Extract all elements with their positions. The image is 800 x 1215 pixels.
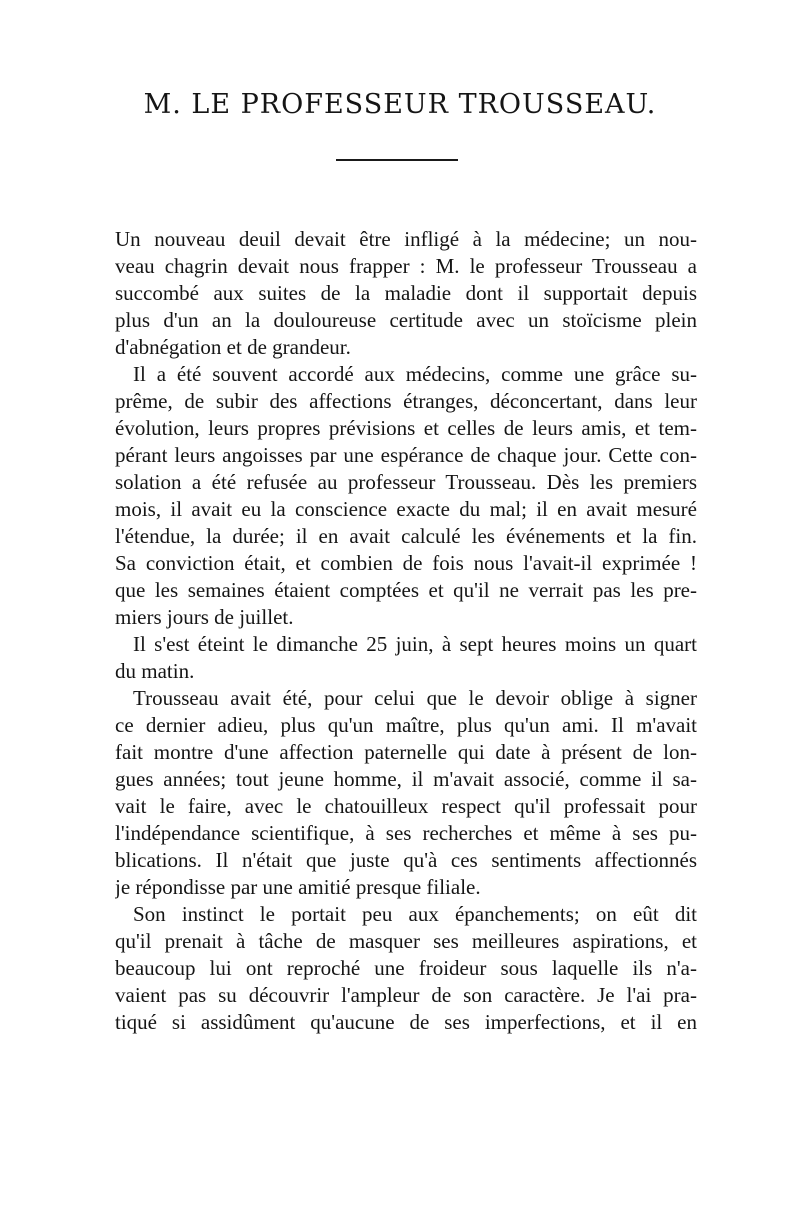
text-line: blications. Il n'était que juste qu'à ces sentiments affectionnés — [115, 848, 697, 872]
text-line: gues années; tout jeune homme, il m'avait associé, comme il sa- — [115, 767, 697, 791]
text-line: d'abnégation et de grandeur. — [115, 335, 351, 359]
text-line: Trousseau avait été, pour celui que le devoir oblige à signer — [133, 686, 697, 710]
text-line: ce dernier adieu, plus qu'un maître, plus qu'un ami. Il m'avait — [115, 713, 697, 737]
text-line: évolution, leurs propres prévisions et celles de leurs amis, et tem- — [115, 416, 697, 440]
page-title: M. LE PROFESSEUR TROUSSEAU. — [143, 89, 657, 120]
text-line: plus d'un an la douloureuse certitude avec un stoïcisme plein — [115, 308, 697, 332]
text-line: Sa conviction était, et combien de fois nous l'avait-il exprimée ! — [115, 551, 697, 575]
text-line: Il a été souvent accordé aux médecins, comme une grâce su- — [133, 362, 697, 386]
text-line: mois, il avait eu la conscience exacte du mal; il en avait mesuré — [115, 497, 697, 521]
text-line: Un nouveau deuil devait être infligé à la médecine; un nou- — [115, 227, 697, 251]
text-line: Il s'est éteint le dimanche 25 juin, à sept heures moins un quart — [133, 632, 697, 656]
text-line: beaucoup lui ont reproché une froideur sous laquelle ils n'a- — [115, 956, 697, 980]
text-line: vait le faire, avec le chatouilleux respect qu'il professait pour — [115, 794, 697, 818]
text-line: Son instinct le portait peu aux épanchements; on eût dit — [133, 902, 697, 926]
text-line: pérant leurs angoisses par une espérance de chaque jour. Cette con- — [115, 443, 697, 467]
text-line: fait montre d'une affection paternelle qui date à présent de lon- — [115, 740, 697, 764]
text-line: vaient pas su découvrir l'ampleur de son caractère. Je l'ai pra- — [115, 983, 697, 1007]
text-line: qu'il prenait à tâche de masquer ses meilleures aspirations, et — [115, 929, 697, 953]
text-line: l'étendue, la durée; il en avait calculé les événements et la fin. — [115, 524, 697, 548]
text-line: succombé aux suites de la maladie dont il supportait depuis — [115, 281, 697, 305]
title-separator-rule — [336, 159, 458, 161]
text-line: je répondisse par une amitié presque filiale. — [115, 875, 481, 899]
text-line: prême, de subir des affections étranges, déconcertant, dans leur — [115, 389, 697, 413]
text-line: miers jours de juillet. — [115, 605, 294, 629]
text-line: tiqué si assidûment qu'aucune de ses imperfections, et il en — [115, 1010, 697, 1034]
text-line: que les semaines étaient comptées et qu'il ne verrait pas les pre- — [115, 578, 697, 602]
text-line: du matin. — [115, 659, 195, 683]
text-line: veau chagrin devait nous frapper : M. le professeur Trousseau a — [115, 254, 697, 278]
text-line: l'indépendance scientifique, à ses recherches et même à ses pu- — [115, 821, 697, 845]
text-line: solation a été refusée au professeur Trousseau. Dès les premiers — [115, 470, 697, 494]
